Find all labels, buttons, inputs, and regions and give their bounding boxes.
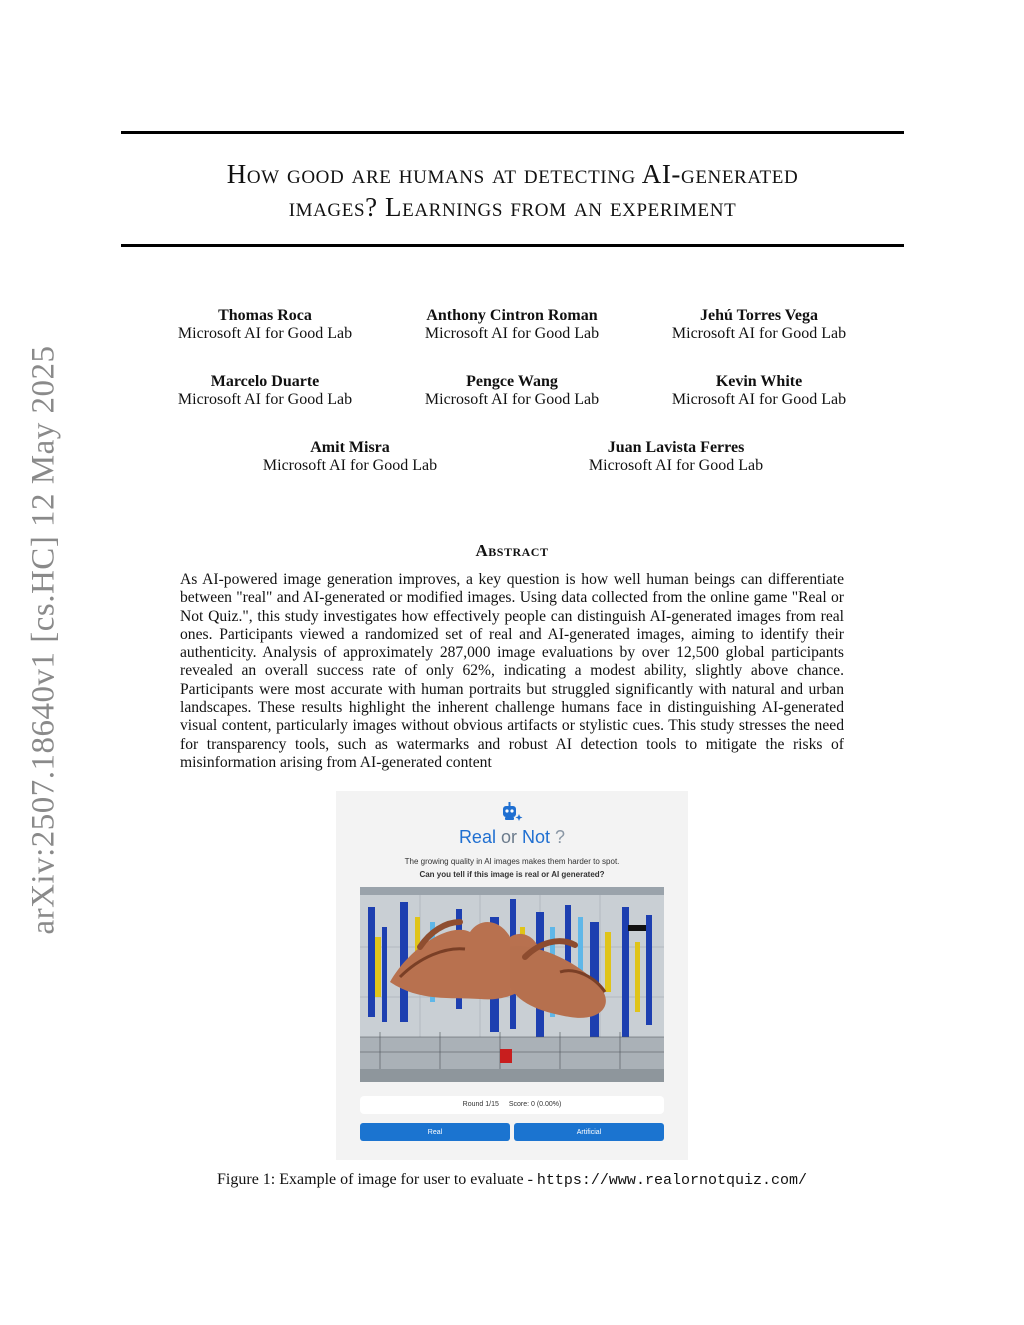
quiz-image <box>360 887 664 1082</box>
abstract-heading: Abstract <box>475 541 549 560</box>
author-entry <box>387 307 637 343</box>
figure-caption-text: Figure 1: Example of image for user to evaluate - <box>217 1171 537 1188</box>
author-affiliation: Microsoft AI for Good Lab <box>177 325 353 342</box>
paper-title-line-1: How good are humans at detecting AI-generated <box>226 159 799 189</box>
author-name: Amit Misra <box>310 439 390 456</box>
author-entry <box>225 439 475 475</box>
mural-hands-image <box>360 887 664 1082</box>
app-title-real: Real <box>458 827 496 847</box>
arxiv-identifier-stamp: arXiv:2507.18640v1 [cs.HC] 12 May 2025 <box>25 345 62 935</box>
app-title <box>336 827 688 848</box>
app-question: Can you tell if this image is real or AI generated? <box>419 870 605 879</box>
quiz-status-bar <box>360 1096 664 1114</box>
title-rule-top <box>121 131 904 134</box>
author-affiliation: Microsoft AI for Good Lab <box>671 391 847 408</box>
author-name: Juan Lavista Ferres <box>607 439 745 456</box>
figure-screenshot <box>336 791 688 1160</box>
app-title-not: Not <box>522 827 551 847</box>
author-name: Thomas Roca <box>218 307 312 324</box>
author-entry <box>387 373 637 409</box>
author-entry <box>140 373 390 409</box>
title-rule-bottom <box>121 244 904 247</box>
robot-sparkle-icon <box>499 799 523 823</box>
author-entry <box>634 373 884 409</box>
real-button[interactable]: Real <box>360 1123 510 1141</box>
abstract-body: As AI-powered image generation improves, a key question is how well human beings can differentiate between "real" and AI-generated or modified images. Using data collected from the online game "Real or Not Quiz.", this study investigates how effectively people can distinguish AI-generated images from real ones. Participants viewed a randomized set of real and AI-generated images, aiming to identify their authenticity. Analysis of approximately 287,000 image evaluations by over 12,500 global participants revealed an overall success rate of only 62%, indicating a modest ability, slightly above chance. Participants were most accurate with human portraits but struggled significantly with natural and urban landscapes. These results highlight the inherent challenge humans face in distinguishing AI-generated visual content, particularly images without obvious artifacts or stylistic cues. This study stresses the need for transparency tools, such as watermarks and robust AI detection tools to mitigate the risks of misinformation arising from AI-generated content <box>180 571 844 771</box>
app-title-or: or <box>500 827 517 847</box>
author-affiliation: Microsoft AI for Good Lab <box>671 325 847 342</box>
author-affiliation: Microsoft AI for Good Lab <box>262 457 438 474</box>
author-entry <box>551 439 801 475</box>
author-entry <box>140 307 390 343</box>
author-affiliation: Microsoft AI for Good Lab <box>177 391 353 408</box>
artificial-button[interactable]: Artificial <box>514 1123 664 1141</box>
author-entry <box>634 307 884 343</box>
app-title-question-mark: ? <box>555 827 566 847</box>
paper-title <box>121 158 904 224</box>
figure-caption <box>0 1171 1024 1189</box>
figure-caption-url[interactable]: https://www.realornotquiz.com/ <box>536 1172 807 1189</box>
app-tagline: The growing quality in AI images makes them harder to spot. <box>404 857 620 866</box>
author-name: Kevin White <box>715 373 803 390</box>
paper-title-line-2: images? Learnings from an experiment <box>288 192 737 222</box>
author-affiliation: Microsoft AI for Good Lab <box>424 325 600 342</box>
author-name: Anthony Cintron Roman <box>426 307 598 324</box>
score-indicator: Score: 0 (0.00%) <box>508 1101 562 1108</box>
author-affiliation: Microsoft AI for Good Lab <box>588 457 764 474</box>
round-indicator: Round 1/15 <box>462 1101 499 1108</box>
author-name: Marcelo Duarte <box>210 373 320 390</box>
author-affiliation: Microsoft AI for Good Lab <box>424 391 600 408</box>
author-name: Pengce Wang <box>466 373 558 390</box>
author-name: Jehú Torres Vega <box>700 307 818 324</box>
